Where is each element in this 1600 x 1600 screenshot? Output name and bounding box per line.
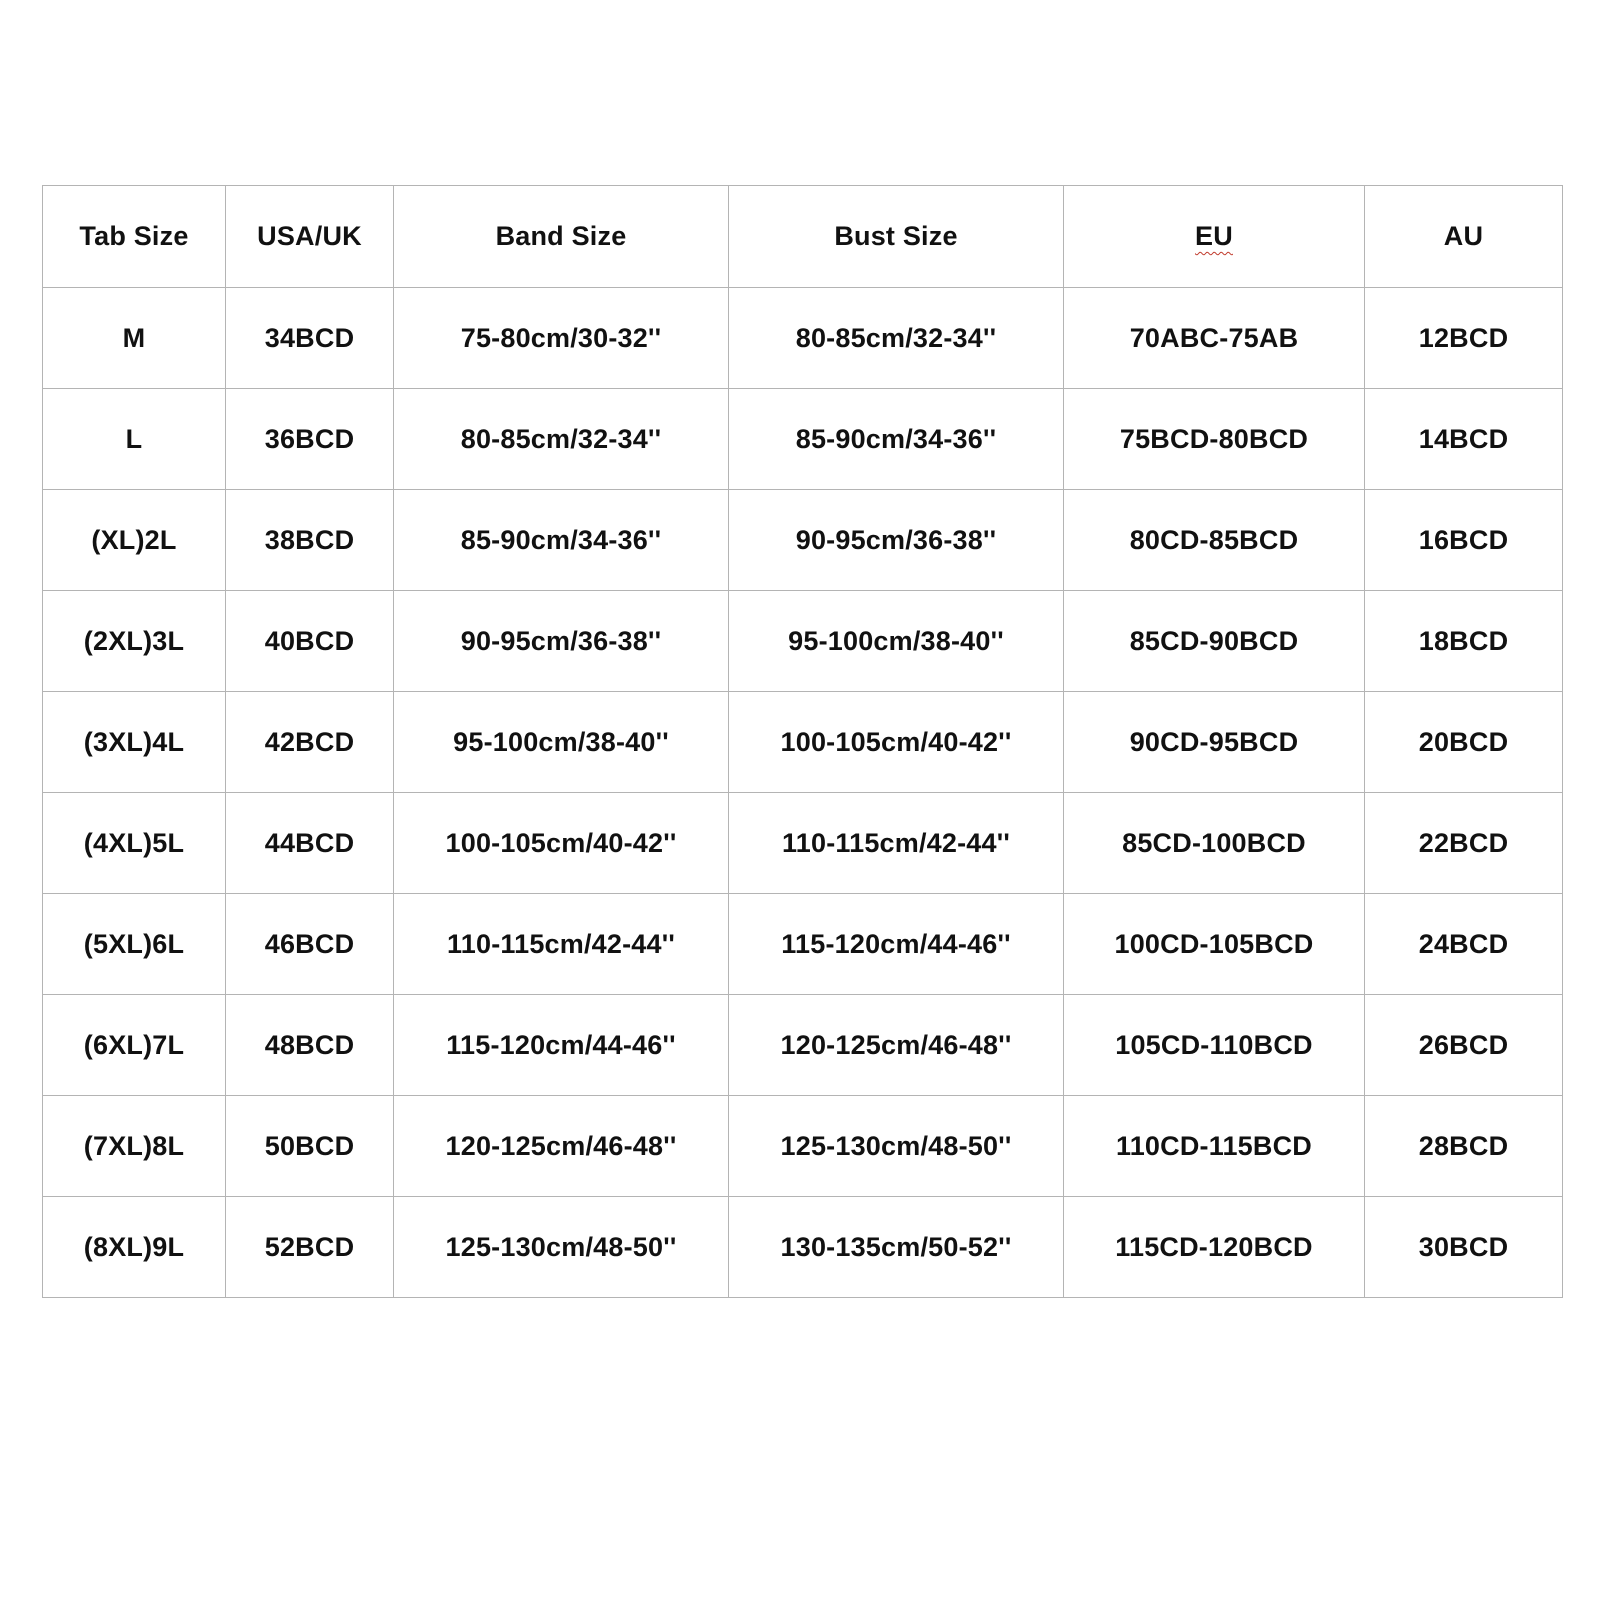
cell-band-size: 100-105cm/40-42'' (394, 793, 729, 894)
cell-usa-uk: 40BCD (226, 591, 394, 692)
cell-bust-size: 110-115cm/42-44'' (729, 793, 1064, 894)
size-chart-container (42, 185, 1562, 1298)
cell-usa-uk: 36BCD (226, 389, 394, 490)
cell-usa-uk: 34BCD (226, 288, 394, 389)
table-row (43, 1197, 1563, 1298)
cell-au: 14BCD (1365, 389, 1563, 490)
cell-bust-size: 95-100cm/38-40'' (729, 591, 1064, 692)
cell-usa-uk: 38BCD (226, 490, 394, 591)
cell-usa-uk: 44BCD (226, 793, 394, 894)
cell-eu: 80CD-85BCD (1064, 490, 1365, 591)
table-row (43, 995, 1563, 1096)
table-row (43, 894, 1563, 995)
cell-bust-size: 115-120cm/44-46'' (729, 894, 1064, 995)
cell-usa-uk: 48BCD (226, 995, 394, 1096)
cell-usa-uk: 50BCD (226, 1096, 394, 1197)
cell-au: 20BCD (1365, 692, 1563, 793)
header-au: AU (1365, 186, 1563, 288)
cell-band-size: 115-120cm/44-46'' (394, 995, 729, 1096)
cell-eu: 115CD-120BCD (1064, 1197, 1365, 1298)
header-band-size: Band Size (394, 186, 729, 288)
table-row (43, 692, 1563, 793)
cell-band-size: 75-80cm/30-32'' (394, 288, 729, 389)
cell-tab-size: L (43, 389, 226, 490)
cell-bust-size: 130-135cm/50-52'' (729, 1197, 1064, 1298)
table-row (43, 389, 1563, 490)
cell-tab-size: M (43, 288, 226, 389)
cell-au: 12BCD (1365, 288, 1563, 389)
table-row (43, 793, 1563, 894)
header-eu (1064, 186, 1365, 288)
cell-bust-size: 85-90cm/34-36'' (729, 389, 1064, 490)
header-bust-size: Bust Size (729, 186, 1064, 288)
cell-eu: 110CD-115BCD (1064, 1096, 1365, 1197)
cell-au: 16BCD (1365, 490, 1563, 591)
cell-band-size: 125-130cm/48-50'' (394, 1197, 729, 1298)
table-row (43, 1096, 1563, 1197)
size-chart-table (42, 185, 1563, 1298)
cell-au: 26BCD (1365, 995, 1563, 1096)
cell-bust-size: 80-85cm/32-34'' (729, 288, 1064, 389)
cell-tab-size: (6XL)7L (43, 995, 226, 1096)
cell-usa-uk: 52BCD (226, 1197, 394, 1298)
cell-eu: 75BCD-80BCD (1064, 389, 1365, 490)
cell-band-size: 110-115cm/42-44'' (394, 894, 729, 995)
cell-au: 30BCD (1365, 1197, 1563, 1298)
cell-tab-size: (2XL)3L (43, 591, 226, 692)
cell-usa-uk: 46BCD (226, 894, 394, 995)
cell-bust-size: 90-95cm/36-38'' (729, 490, 1064, 591)
cell-band-size: 80-85cm/32-34'' (394, 389, 729, 490)
cell-eu: 105CD-110BCD (1064, 995, 1365, 1096)
table-row (43, 288, 1563, 389)
cell-au: 18BCD (1365, 591, 1563, 692)
cell-tab-size: (4XL)5L (43, 793, 226, 894)
cell-eu: 85CD-90BCD (1064, 591, 1365, 692)
cell-bust-size: 100-105cm/40-42'' (729, 692, 1064, 793)
header-usa-uk: USA/UK (226, 186, 394, 288)
cell-tab-size: (5XL)6L (43, 894, 226, 995)
cell-tab-size: (3XL)4L (43, 692, 226, 793)
cell-band-size: 95-100cm/38-40'' (394, 692, 729, 793)
cell-au: 28BCD (1365, 1096, 1563, 1197)
table-row (43, 490, 1563, 591)
cell-band-size: 90-95cm/36-38'' (394, 591, 729, 692)
cell-au: 22BCD (1365, 793, 1563, 894)
cell-tab-size: (XL)2L (43, 490, 226, 591)
header-tab-size: Tab Size (43, 186, 226, 288)
cell-au: 24BCD (1365, 894, 1563, 995)
header-eu-label: EU (1195, 221, 1233, 251)
cell-eu: 90CD-95BCD (1064, 692, 1365, 793)
cell-band-size: 85-90cm/34-36'' (394, 490, 729, 591)
table-row (43, 591, 1563, 692)
cell-bust-size: 120-125cm/46-48'' (729, 995, 1064, 1096)
cell-bust-size: 125-130cm/48-50'' (729, 1096, 1064, 1197)
header-row (43, 186, 1563, 288)
cell-eu: 85CD-100BCD (1064, 793, 1365, 894)
cell-eu: 70ABC-75AB (1064, 288, 1365, 389)
cell-tab-size: (7XL)8L (43, 1096, 226, 1197)
cell-usa-uk: 42BCD (226, 692, 394, 793)
cell-eu: 100CD-105BCD (1064, 894, 1365, 995)
cell-tab-size: (8XL)9L (43, 1197, 226, 1298)
cell-band-size: 120-125cm/46-48'' (394, 1096, 729, 1197)
